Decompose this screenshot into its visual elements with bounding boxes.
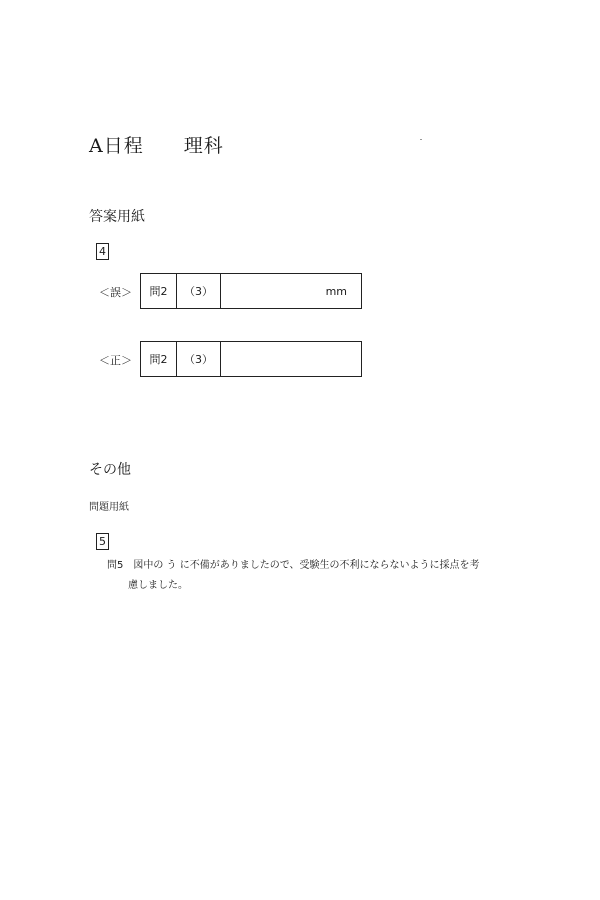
correction-note-line-1: 問5 図中の う に不備がありましたので、受験生の不利にならないように採点を考: [107, 560, 480, 571]
correct-answer-table: [140, 341, 362, 377]
wrong-question-cell: 問2: [141, 274, 177, 309]
question-paper-subheading: 問題用紙: [89, 502, 129, 513]
correct-answer-cell: [221, 342, 362, 377]
question-number-box-4: 4: [96, 243, 109, 260]
question-number-box-5: 5: [96, 533, 109, 550]
wrong-subquestion-cell: （3）: [177, 274, 221, 309]
correct-question-cell: 問2: [141, 342, 177, 377]
wrong-answer-table: [140, 273, 362, 309]
correction-note-line-2: 慮しました。: [128, 580, 188, 591]
answer-sheet-heading: 答案用紙: [89, 209, 145, 225]
wrong-answer-cell: mm: [221, 274, 362, 309]
correct-label: ＜正＞: [99, 354, 132, 367]
correction-note: [107, 556, 547, 596]
wrong-label: ＜誤＞: [99, 286, 132, 299]
other-heading: その他: [89, 462, 131, 478]
correct-subquestion-cell: （3）: [177, 342, 221, 377]
page-title: A日程 理科: [89, 135, 224, 157]
scan-speck: [420, 139, 422, 140]
